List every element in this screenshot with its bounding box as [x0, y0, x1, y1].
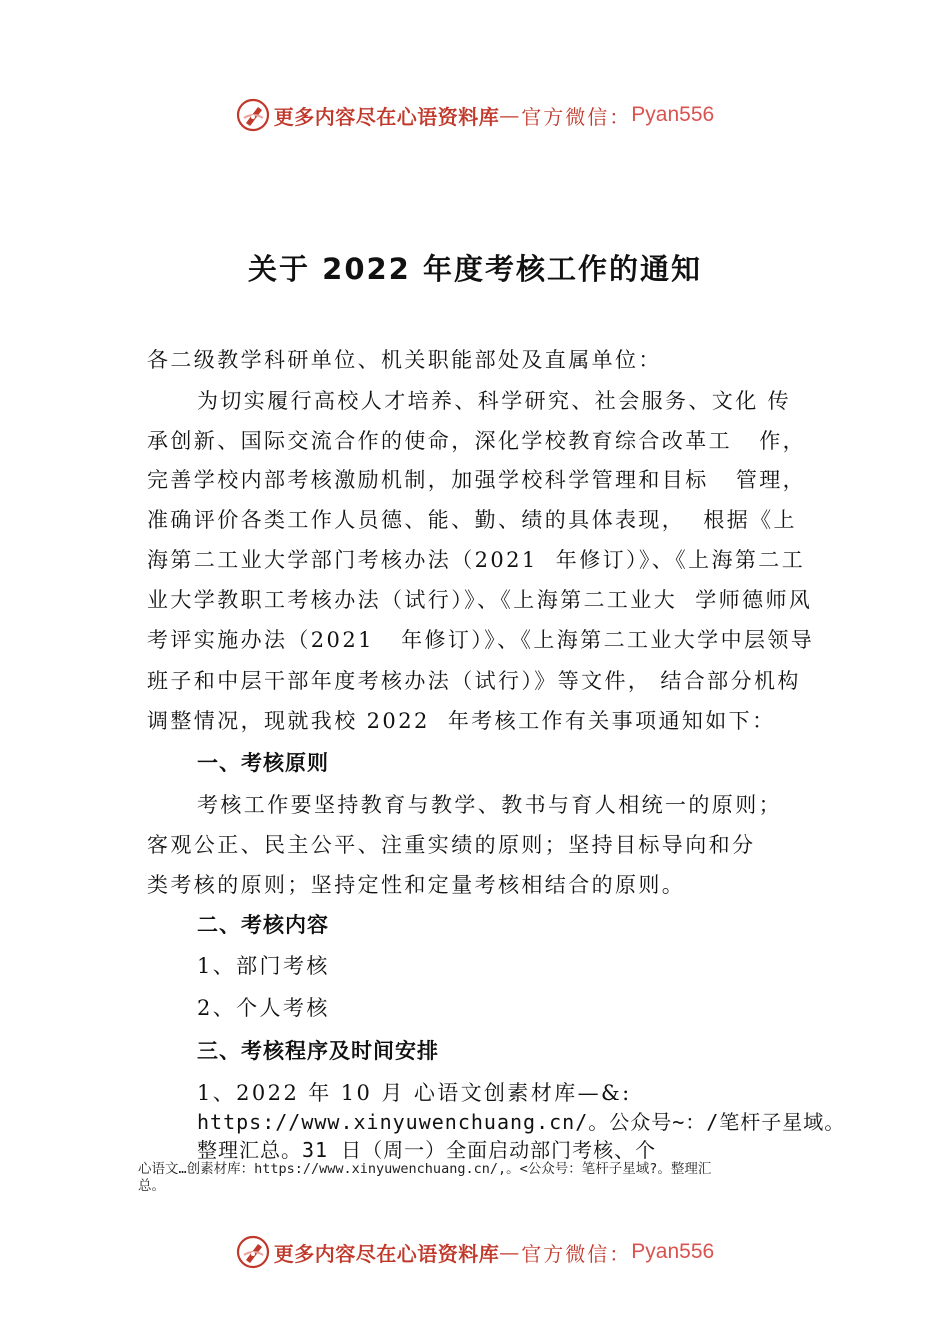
- section-heading-principles: 一、考核原则: [197, 751, 329, 775]
- intro-line: 完善学校内部考核激励机制，加强学校科学管理和目标 管理，: [147, 468, 807, 492]
- banner-brand-text: 更多内容尽在心语资料库: [273, 1241, 500, 1266]
- principle-line: 考核工作要坚持教育与教学、教书与育人相统一的原则；: [197, 793, 782, 817]
- document-title: 关于 2022 年度考核工作的通知: [248, 252, 702, 286]
- footnote: 心语文…创素材库：https://www.xinyuwenchuang.cn/,。<公众号：笔杆子星域?。整理汇 总。: [138, 1161, 712, 1194]
- salutation: 各二级教学科研单位、机关职能部处及直属单位：: [147, 348, 662, 372]
- content-item: 1、部门考核: [197, 954, 330, 978]
- intro-line: 考评实施办法（2021 年修订）》、《上海第二工业大学中层领导: [147, 628, 815, 652]
- intro-line: 业大学教职工考核办法（试行）》、《上海第二工业大 学师德师风: [147, 588, 813, 612]
- intro-line: 为切实履行高校人才培养、科学研究、社会服务、文化 传: [197, 389, 792, 413]
- section-heading-procedure: 三、考核程序及时间安排: [197, 1039, 439, 1063]
- intro-line: 调整情况，现就我校 2022 年考核工作有关事项通知如下：: [147, 709, 776, 733]
- procedure-line: https://www.xinyuwenchuang.cn/。公众号~：/笔杆子星域。: [197, 1110, 846, 1134]
- intro-line: 班子和中层干部年度考核办法（试行）》等文件， 结合部分机构: [147, 669, 801, 693]
- procedure-line: 1、2022 年 10 月 心语文创素材库—&:: [197, 1081, 632, 1105]
- banner-official-label: 官方微信：: [521, 104, 632, 129]
- banner-wechat-id: Pyan556: [631, 1240, 715, 1263]
- intro-line: 海第二工业大学部门考核办法（2021 年修订）》、《上海第二工: [147, 548, 806, 572]
- intro-line: 准确评价各类工作人员德、能、勤、绩的具体表现， 根据《上: [147, 508, 797, 532]
- section-heading-content: 二、考核内容: [197, 913, 329, 937]
- banner-dash: —: [499, 103, 522, 127]
- banner-dash: —: [499, 1240, 522, 1264]
- principle-line: 类考核的原则；坚持定性和定量考核相结合的原则。: [147, 873, 686, 897]
- banner-brand-text: 更多内容尽在心语资料库: [273, 104, 500, 129]
- principle-line: 客观公正、民主公平、注重实绩的原则；坚持目标导向和分: [147, 833, 756, 857]
- watermark-banner-bottom: [0, 1232, 950, 1272]
- pen-nib-logo-icon: [236, 98, 270, 132]
- pen-nib-logo-icon: [236, 1235, 270, 1269]
- intro-line: 承创新、国际交流合作的使命，深化学校教育综合改革工 作，: [147, 429, 807, 453]
- banner-wechat-id: Pyan556: [631, 103, 715, 126]
- procedure-line: 整理汇总。31 日（周一）全面启动部门考核、个: [197, 1138, 657, 1162]
- content-item: 2、个人考核: [197, 996, 330, 1020]
- banner-official-label: 官方微信：: [521, 1241, 632, 1266]
- watermark-banner-top: [0, 95, 950, 135]
